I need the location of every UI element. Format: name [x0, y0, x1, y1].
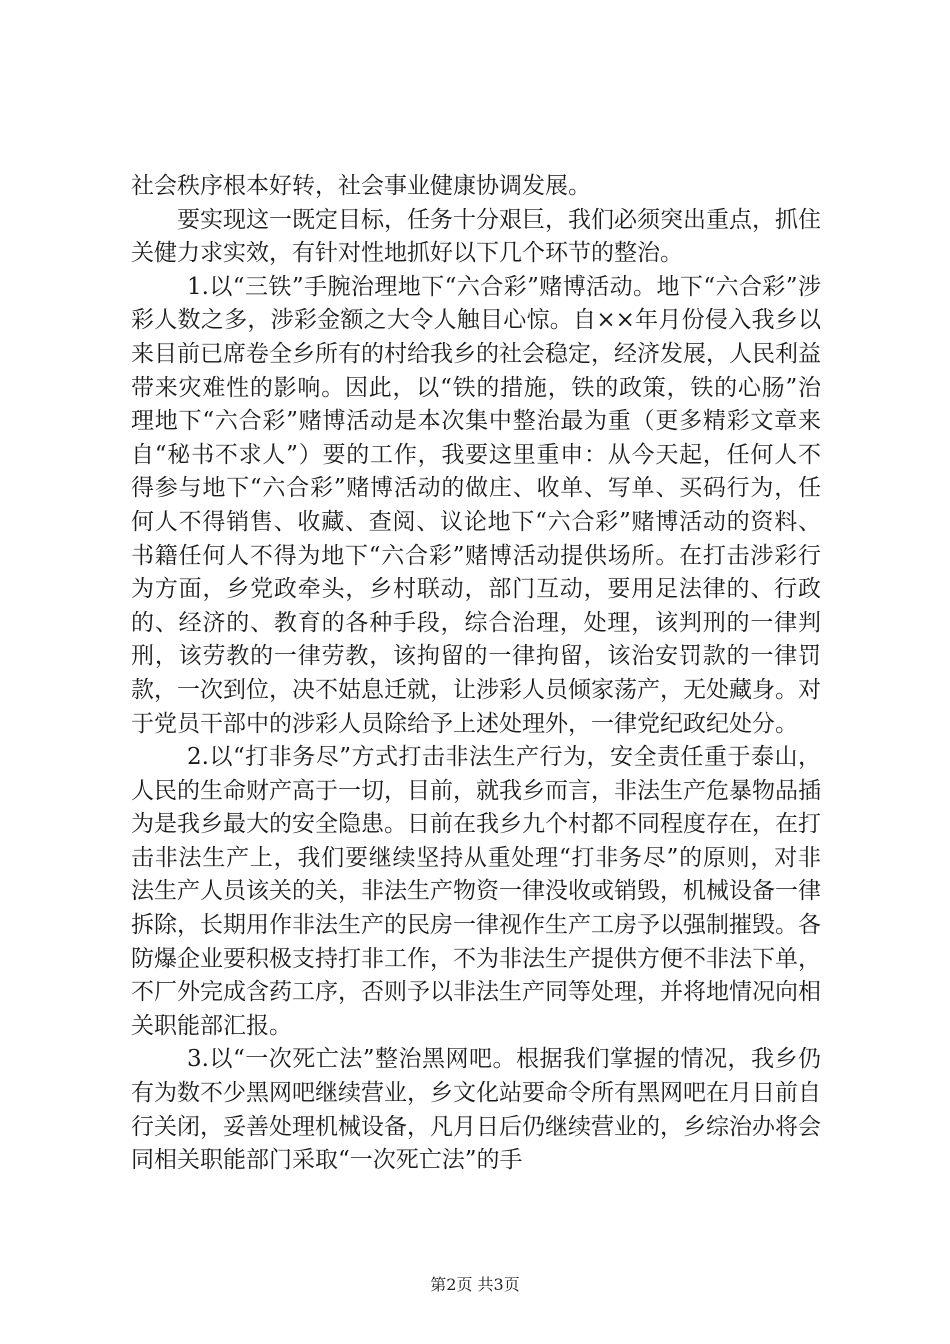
paragraph-item-2: 2.以“打非务尽”方式打击非法生产行为，安全责任重于泰山，人民的生命财产高于一切，目前，就我乡而言，非法生产危暴物品插为是我乡最大的安全隐患。日前在我乡九个村都不同程度存在，在打击非法生产上，我们要继续坚持从重处理“打非务尽”的原则，对非法生产人员该关的关，非法生产物资一律没收或销毁，机械设备一律拆除，长期用作非法生产的民房一律视作生产工房予以强制摧毁。各防爆企业要积极支持打非工作，不为非法生产提供方便不非法下单，不厂外完成含药工序，否则予以非法生产同等处理，并将地情况向相关职能部汇报。 [131, 744, 821, 1039]
page-number-label: 第2页 共3页 [430, 1275, 520, 1294]
paragraph-item-3: 3.以“一次死亡法”整治黑网吧。根据我们掌握的情况，我乡仍有为数不少黑网吧继续营业，乡文化站要命令所有黑网吧在月日前自行关闭，妥善处理机械设备，凡月日后仍继续营业的，乡综治办将会同相关职能部门采取“一次死亡法”的手 [131, 1046, 821, 1174]
paragraph-item-1: 1.以“三铁”手腕治理地下“六合彩”赌博活动。地下“六合彩”涉彩人数之多，涉彩金额之大令人触目心惊。自××年月份侵入我乡以来目前已席卷全乡所有的村给我乡的社会稳定，经济发展，人民利益带来灾难性的影响。因此，以“铁的措施，铁的政策，铁的心肠”治理地下“六合彩”赌博活动是本次集中整治最为重（更多精彩文章来自“秘书不求人”）要的工作，我要这里重申：从今天起，任何人不得参与地下“六合彩”赌博活动的做庄、收单、写单、买码行为，任何人不得销售、收藏、查阅、议论地下“六合彩”赌博活动的资料、书籍任何人不得为地下“六合彩”赌博活动提供场所。在打击涉彩行为方面，乡党政牵头，乡村联动，部门互动，要用足法律的、行政的、经济的、教育的各种手段，综合治理，处理，该判刑的一律判刑，该劳教的一律劳教，该拘留的一律拘留，该治安罚款的一律罚款，一次到位，决不姑息迁就，让涉彩人员倾家荡产，无处藏身。对于党员干部中的涉彩人员除给予上述处理外，一律党纪政纪处分。 [131, 273, 821, 737]
page-footer [0, 1272, 950, 1295]
paragraph-continuation: 社会秩序根本好转，社会事业健康协调发展。 [131, 173, 591, 199]
paragraph-intro: 要实现这一既定目标，任务十分艰巨，我们必须突出重点，抓住关健力求实效，有针对性地抓好以下几个环节的整治。 [131, 206, 821, 267]
document-body [131, 170, 821, 1178]
